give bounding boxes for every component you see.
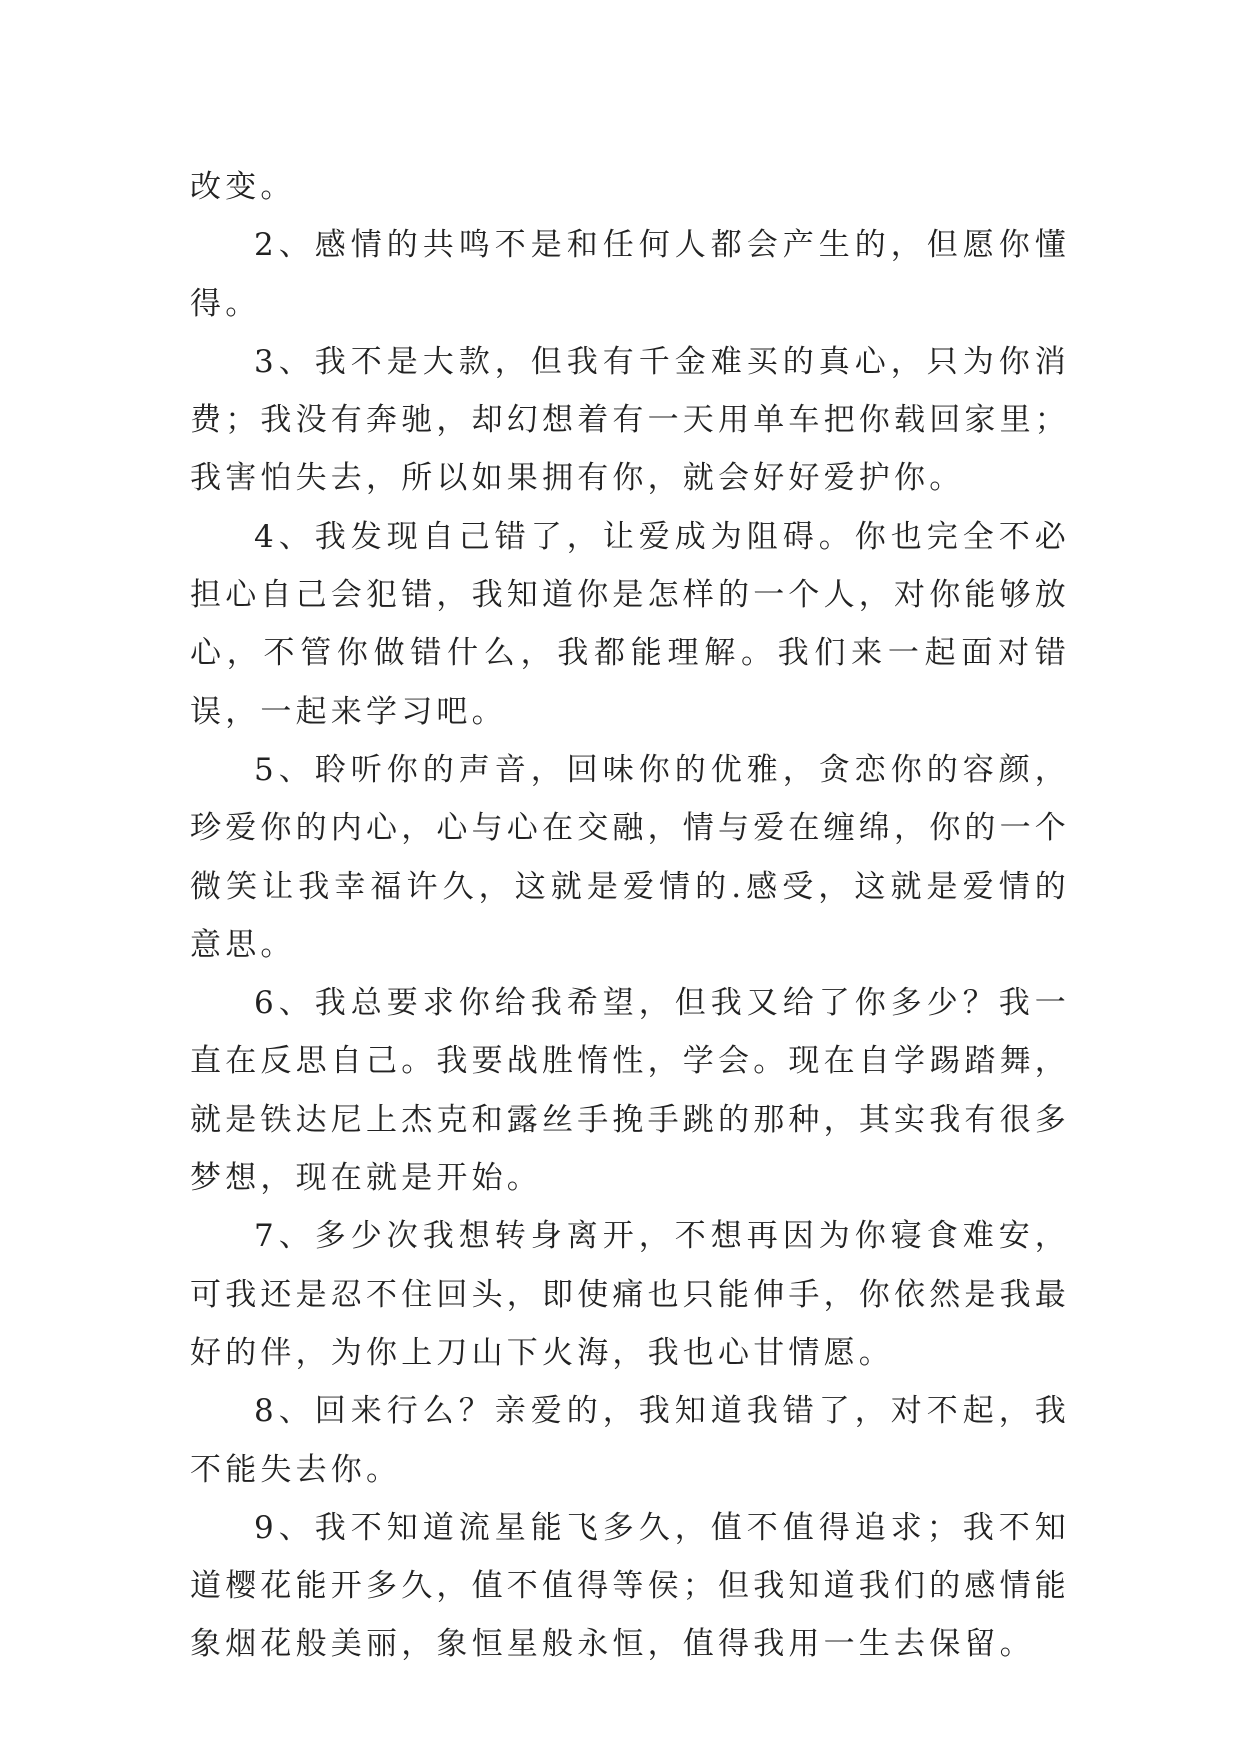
- paragraph-item-4: 4、我发现自己错了，让爱成为阻碍。你也完全不必担心自己会犯错，我知道你是怎样的一个人，对你能够放心，不管你做错什么，我都能理解。我们来一起面对错误，一起来学习吧。: [190, 518, 1070, 730]
- paragraph-item-6: 6、我总要求你给我希望，但我又给了你多少？我一直在反思自己。我要战胜惰性，学会。现在自学踢踏舞，就是铁达尼上杰克和露丝手挽手跳的那种，其实我有很多梦想，现在就是开始。: [190, 985, 1070, 1197]
- paragraph-item-9: 9、我不知道流星能飞多久，值不值得追求；我不知道樱花能开多久，值不值得等侯；但我知道我们的感情能象烟花般美丽，象恒星般永恒，值得我用一生去保留。: [190, 1509, 1070, 1663]
- paragraph-item-2: 2、感情的共鸣不是和任何人都会产生的，但愿你懂得。: [190, 227, 1070, 322]
- paragraph-continuation: 改变。: [190, 169, 296, 205]
- paragraph-item-5: 5、聆听你的声音，回味你的优雅，贪恋你的容颜，珍爱你的内心，心与心在交融，情与爱在缠绵，你的一个微笑让我幸福许久，这就是爱情的.感受，这就是爱情的意思。: [190, 751, 1070, 963]
- paragraph-item-3: 3、我不是大款，但我有千金难买的真心，只为你消费；我没有奔驰，却幻想着有一天用单车把你载回家里；我害怕失去，所以如果拥有你，就会好好爱护你。: [190, 343, 1070, 497]
- document-body: [190, 158, 1070, 1674]
- paragraph-item-7: 7、多少次我想转身离开，不想再因为你寝食难安，可我还是忍不住回头，即使痛也只能伸手，你依然是我最好的伴，为你上刀山下火海，我也心甘情愿。: [190, 1218, 1070, 1371]
- paragraph-item-8: 8、回来行么？亲爱的，我知道我错了，对不起，我不能失去你。: [190, 1393, 1070, 1488]
